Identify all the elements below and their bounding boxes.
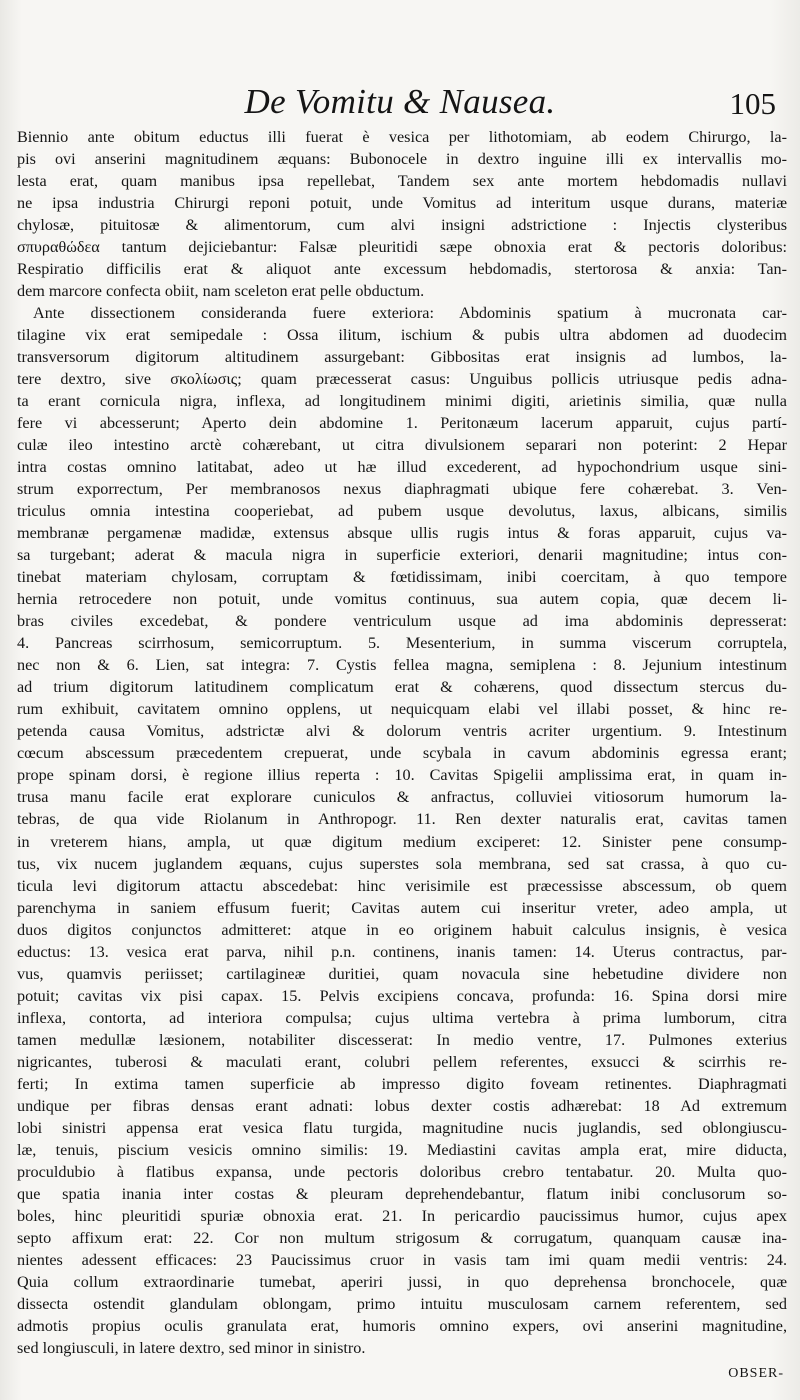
text-line: dem marcore confecta obiit, nam sceleton erat pelle obductum. — [17, 282, 425, 301]
text-line: transversorum digitorum altitudinem assurgebant: Gibbositas erat insignis ad lumbos, la- — [17, 348, 787, 367]
text-line: bras civiles excedebat, & pondere ventriculum usque ad ima abdominis depresserat: — [17, 612, 787, 631]
text-line: 4. Pancreas scirrhosum, semicorruptum. 5. Mesenterium, in summa viscerum corruptela, — [17, 634, 787, 653]
text-line: inflexa, contorta, ad interiora compulsa; cujus ultima vertebra à prima lumborum, citra — [17, 1008, 787, 1027]
text-line: nec non & 6. Lien, sat integra: 7. Cystis fellea magna, semiplena : 8. Jejunium intestinum — [17, 656, 787, 675]
running-title: De Vomitu & Nausea. — [244, 82, 556, 121]
text-line: boles, hinc pleuritidi spuriæ obnoxia erat. 21. In pericardio paucissimus humor, cujus apex — [17, 1206, 787, 1225]
text-line: trusa manu facile erat explorare cuniculos & anfractus, colluviei vitiosorum humorum la- — [17, 788, 787, 807]
text-line: ne ipsa industria Chirurgi reponi potuit, unde Vomitus ad interitum usque durans, materiæ — [17, 194, 787, 213]
text-line: strum exporrectum, Per membranosos nexus diaphragmati ubique fere cohærebat. 3. Ven- — [17, 480, 787, 499]
text-line: potuit; cavitas vix pisi capax. 15. Pelvis excipiens concava, profunda: 16. Spina dorsi mire — [17, 986, 787, 1005]
text-line: Respiratio difficilis erat & aliquot ante excessum hebdomadis, stertorosa & anxia: Tan- — [17, 260, 787, 279]
text-line: duos digitos conjunctos admitteret: atque in eo originem habuit calculus insignis, è vesica — [17, 920, 787, 939]
text-line: hernia retrocedere non potuit, unde vomitus continuus, sua autem copia, quæ decem li- — [17, 590, 787, 609]
text-line: tinebat materiam chylosam, corruptam & fœtidissimam, inibi coercitam, à quo tempore — [17, 568, 787, 587]
text-line: tamen medullæ læsionem, notabiliter discesserat: In medio ventre, 17. Pulmones exterius — [17, 1030, 787, 1049]
text-line: membranæ pergamenæ madidæ, extensus absque ullis rugis intus & foras apparuit, cujus va- — [17, 524, 787, 543]
text-line: petenda causa Vomitus, adstrictæ alvi & dolorum ventris acriter urgentium. 9. Intestinum — [17, 722, 787, 741]
text-line: fere vi abcesserunt; Aperto dein abdomine 1. Peritonæum lacerum apparuit, cujus partí- — [17, 414, 787, 433]
text-line: σπυραθώδεα tantum dejiciebantur: Falsæ pleuritidi sæpe obnoxia erat & pectoris doloribus: — [17, 238, 787, 257]
text-line: intra costas omnino latitabat, adeo ut hæ illud excederent, ad hypochondrium usque sini- — [17, 458, 787, 477]
text-line: pis ovi anserini magnitudinem æquans: Bubonocele in dextro inguine illi ex intervallis mo- — [17, 150, 787, 169]
text-line: tilagine vix erat semipedale : Ossa ilitum, ischium & pubis ultra abdomen ad duodecim — [17, 326, 787, 345]
text-line: dissecta ostendit glandulam oblongam, primo intuitu musculosam carnem referentem, sed — [17, 1294, 787, 1313]
text-line: triculus omnia intestina cooperiebat, ad pubem usque devolutus, laxus, albicans, similis — [17, 502, 787, 521]
text-line: culæ ileo intestino arctè cohærebant, ut citra divulsionem separari non poterint: 2 Hepar — [17, 436, 787, 455]
text-line: rum exhibuit, cavitatem omnino opplens, ut nequicquam elabi vel illabi posset, & hinc re- — [17, 700, 787, 719]
text-line: septo affixum erat: 22. Cor non multum strigosum & corrugatum, quanquam causæ ina- — [17, 1228, 787, 1247]
text-line: prope spinam dorsi, è regione illius reperta : 10. Cavitas Spigelii amplissima erat, in quam in- — [17, 766, 787, 785]
text-line: ta erant cornicula nigra, inflexa, ad longitudinem minimi digiti, arietinis similia, quæ nulla — [17, 392, 787, 411]
text-line: Ante dissectionem consideranda fuere exteriora: Abdominis spatium à mucronata car- — [33, 304, 787, 323]
text-line: parenchyma in saniem effusum fuerit; Cavitas autem cui inseritur vreter, adeo ampla, ut — [17, 898, 787, 917]
text-line: in vreterem hians, ampla, ut quæ digitum medium exciperet: 12. Sinister pene consump- — [17, 832, 787, 851]
text-line: tus, vix nucem juglandem æquans, cujus superstes sola membrana, sed sat crassa, à quo cu- — [17, 854, 787, 873]
text-line: tebras, de qua vide Riolanum in Anthropogr. 11. Ren dexter naturalis erat, cavitas tamen — [17, 810, 787, 829]
text-line: chylosæ, pituitosæ & alimentorum, cum alvi insigni adstrictione : Injectis clysteribus — [17, 216, 787, 235]
text-line: nientes adessent efficaces: 23 Paucissimus cruor in vasis tam imi quam medii ventris: 24. — [17, 1250, 787, 1269]
text-line: Biennio ante obitum eductus illi fuerat è vesica per lithotomiam, ab eodem Chirurgo, la- — [17, 128, 787, 146]
body-text — [17, 126, 787, 1359]
text-line: cœcum abscessum præcedentem crepuerat, unde scybala in cavum abdominis egressa erant; — [17, 744, 787, 763]
text-line: ferti; In extima tamen superficie ab impresso digito foveam retinentes. Diaphragmati — [17, 1074, 787, 1093]
text-line: eductus: 13. vesica erat parva, nihil p.n. continens, inanis tamen: 14. Uterus contractus, par- — [17, 942, 787, 961]
text-line: Quia collum extraordinarie tumebat, aperiri jussi, in quo deprehensa bronchocele, quæ — [17, 1272, 787, 1291]
text-line: lobi sinistri appensa erat vesica flatu turgida, magnitudine nucis juglandis, sed oblongiuscu- — [17, 1118, 787, 1137]
text-line: admotis propius oculis granulata erat, humoris omnino expers, ovi anserini magnitudine, — [17, 1316, 787, 1335]
text-line: que spatia inania inter costas & pleuram deprehendebantur, flatum inibi conclusorum so- — [17, 1184, 787, 1203]
text-line: sa turgebant; aderat & macula nigra in superficie exteriori, denarii magnitudine; intus con- — [17, 546, 787, 565]
text-line: sed longiusculi, in latere dextro, sed minor in sinistro. — [17, 1338, 366, 1357]
text-line: proculdubio à flatibus expansa, unde pectoris doloribus crebro tentabatur. 20. Multa quo- — [17, 1162, 787, 1181]
text-line: vus, quamvis periisset; cartilagineæ duritiei, quam novacula sine hebetudine dividere non — [17, 964, 787, 983]
text-line: ticula levi digitorum attactu abscedebat: hinc verisimile est præcessisse abscessum, ob quem — [17, 876, 787, 895]
text-line: læ, tenuis, piscium vesicis omnino similis: 19. Mediastini cavitas ampla erat, mire diducta, — [17, 1140, 787, 1159]
text-line: tere dextro, sive σκολίωσις; quam præcesserat casus: Unguibus pollicis utriusque pedis adna- — [17, 370, 787, 389]
page-number: 105 — [729, 86, 776, 121]
text-line: nigricantes, tuberosi & maculati erant, colubri pellem referentes, exsucci & scirrhis re- — [17, 1052, 787, 1071]
text-line: lesta erat, quam manibus ipsa repellebat, Tandem sex ante mortem hebdomadis nullavi — [17, 172, 787, 191]
catchword: OBSER- — [728, 1366, 784, 1381]
text-line: undique per fibras densas erant adnati: lobus dexter costis adhærebat: 18 Ad extremum — [17, 1096, 787, 1115]
text-line: ad trium digitorum latitudinem complicatum erat & cohærens, quod dissectum stercus du- — [17, 678, 787, 697]
page-header — [0, 82, 800, 128]
